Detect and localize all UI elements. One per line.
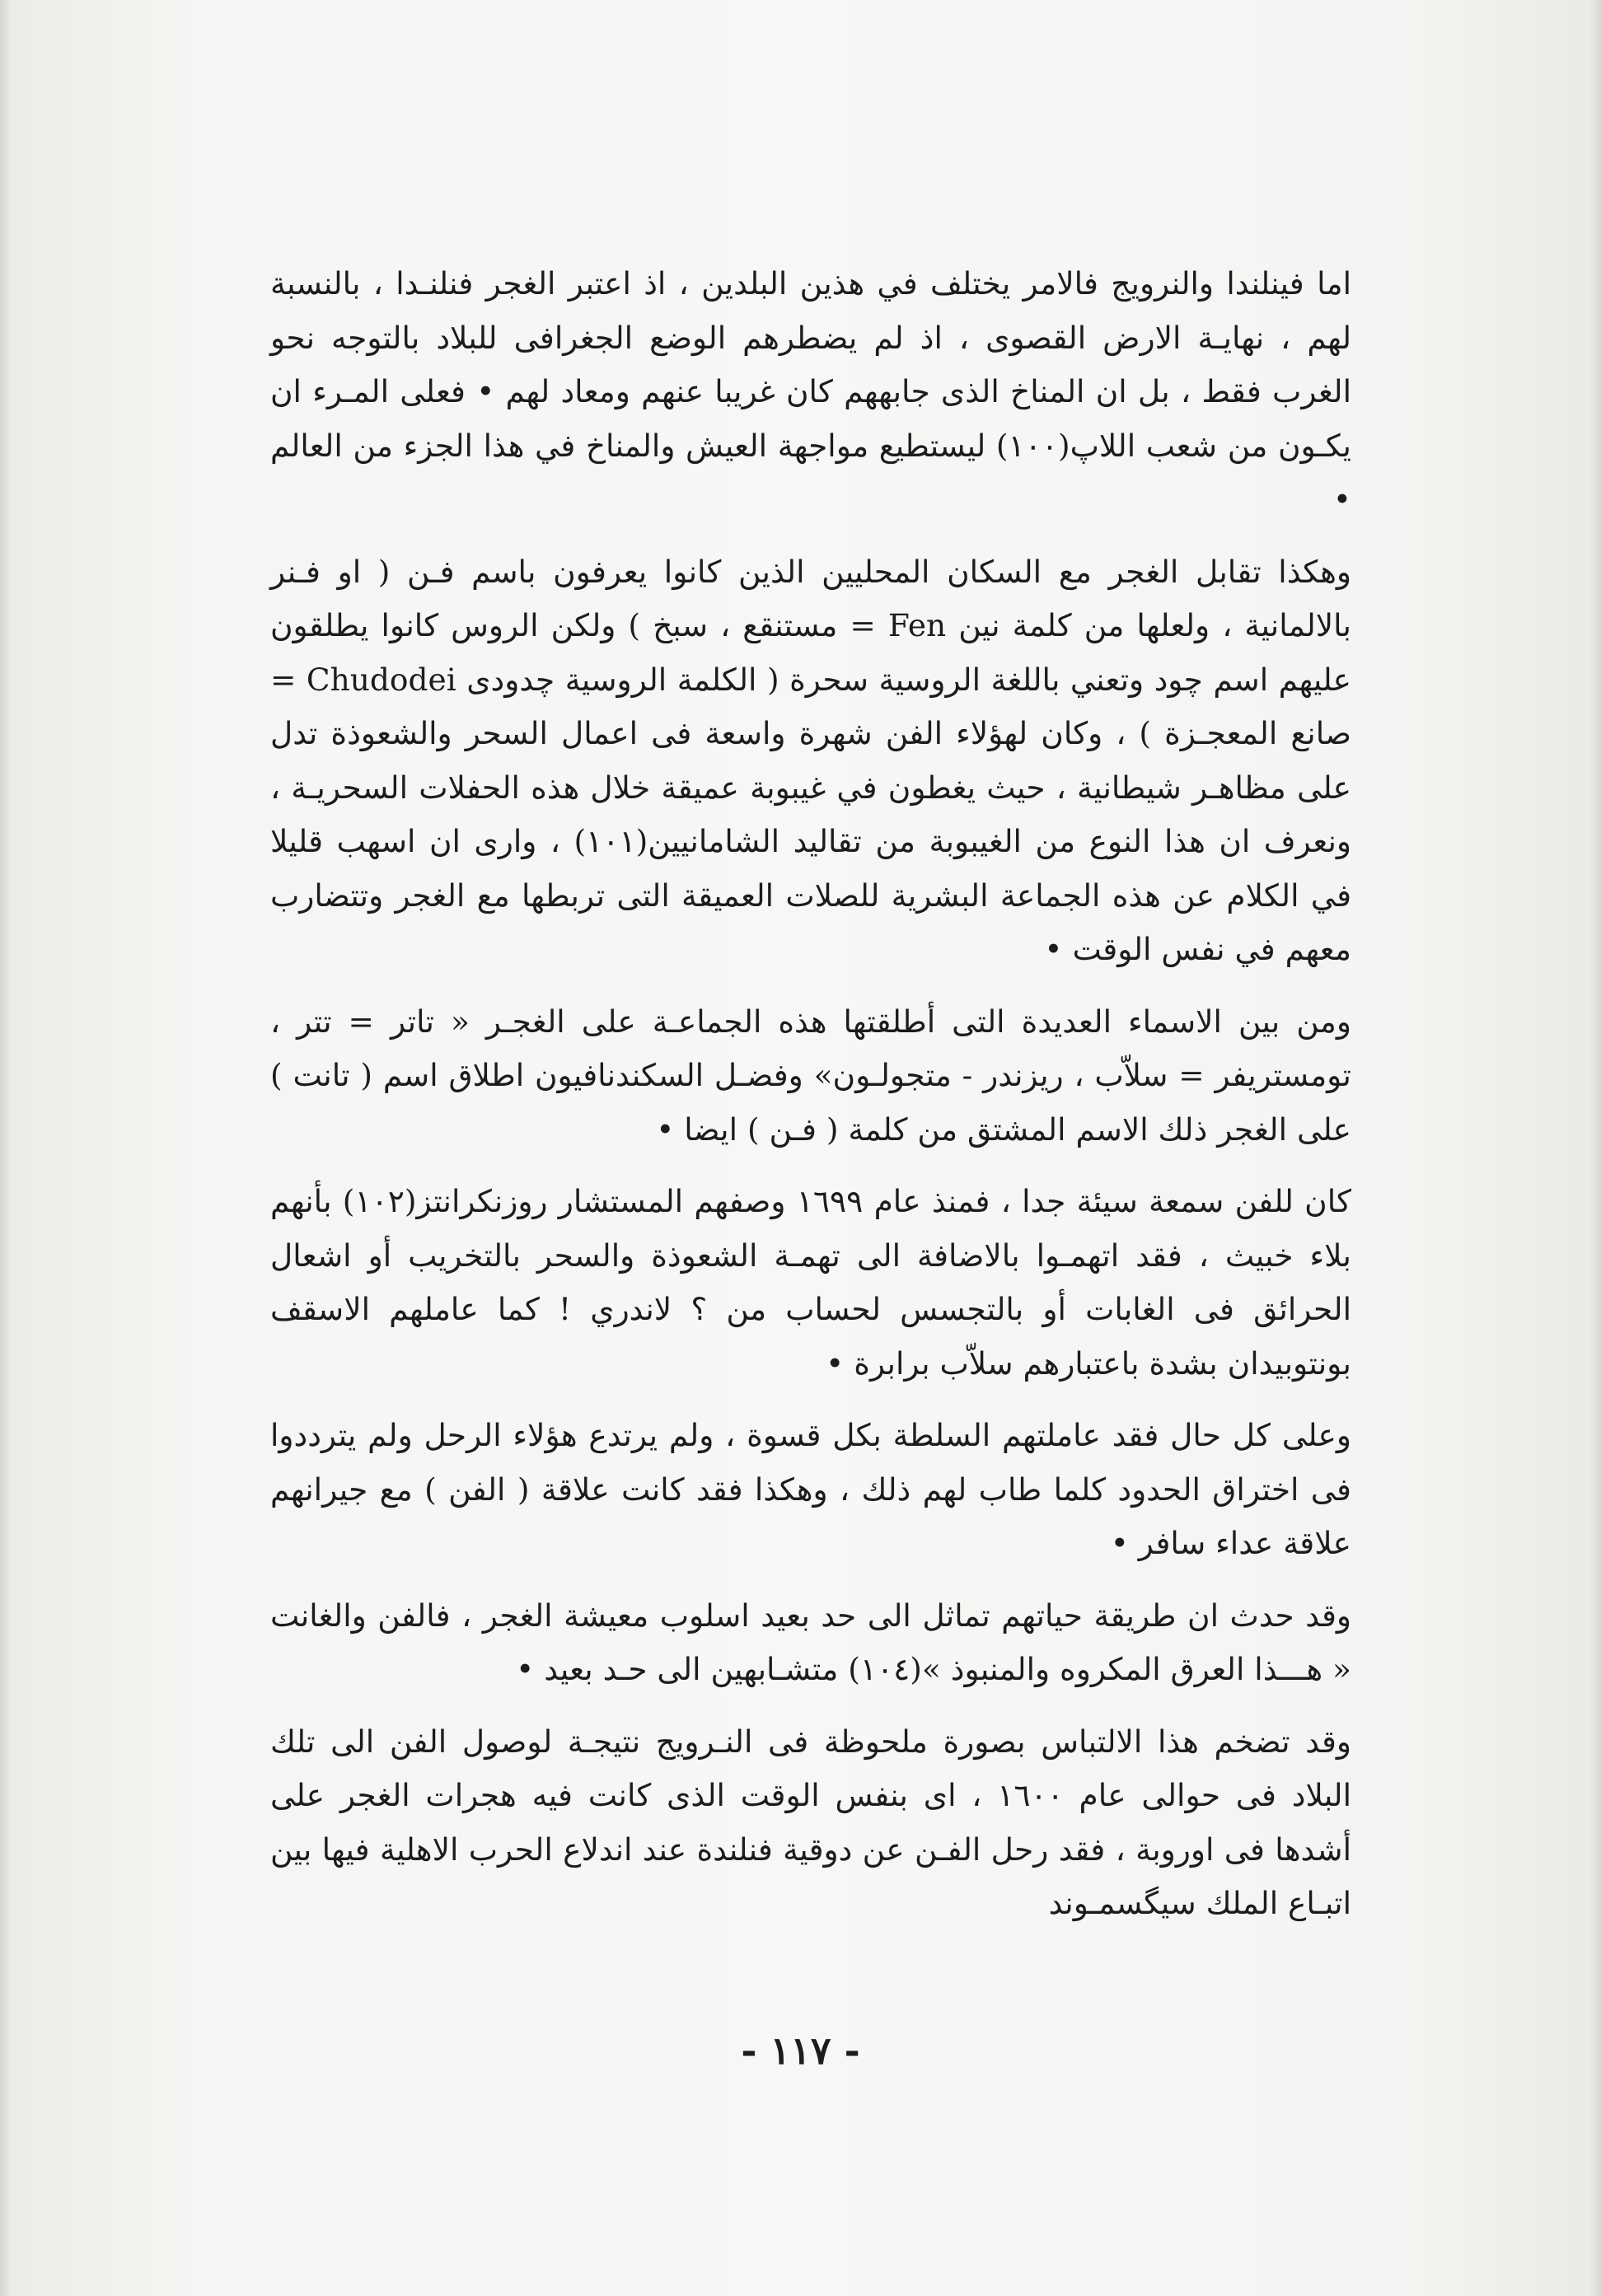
paragraph-bad-reputation: كان للفن سمعة سيئة جدا ، فمنذ عام ١٦٩٩ وصفهم المستشار روزنكرانتز(١٠٢) بأنهم بلاء خبيث ، فقد اتهمـوا بالاضافة الى تهمـة الشعوذة والسحر بالتخريب أو اشعال الحرائق فى الغابات أو بالتجسس لحساب من ؟ لاندري ! كما عاملهم الاسقف بونتوبيدان بشدة باعتبارهم سلاّب برابرة • bbox=[270, 1183, 1351, 1382]
body-text bbox=[270, 257, 1351, 1949]
scan-shadow-left bbox=[0, 0, 12, 2296]
paragraph-authority-harshness: وعلى كل حال فقد عاملتهم السلطة بكل قسوة ، ولم يرتدع هؤلاء الرحل ولم يترددوا فى اختراق الحدود كلما طاب لهم ذلك ، وهكذا فقد كانت علاقة ( الفن ) مع جيرانهم علاقة عداء سافر • bbox=[270, 1417, 1351, 1561]
paragraph-gypsies-and-fen: وهكذا تقابل الغجر مع السكان المحليين الذين كانوا يعرفون باسم فـن ( او فـنر بالالمانية ، ولعلها من كلمة نين Fen = مستنقع ، سبخ ) ولكن الروس كانوا يطلقون عليهم اسم چود وتعني باللغة الروسية سحرة ( الكلمة الروسية چدودى Chudodei = صانع المعجـزة ) ، وكان لهؤلاء الفن شهرة واسعة فى اعمال السحر والشعوذة تدل على مظاهـر شيطانية ، حيث يغطون في غيبوبة عميقة خلال هذه الحفلات السحريـة ، ونعرف ان هذا النوع من الغيبوبة من تقاليد الشامانيين(١٠١) ، وارى ان اسهب قليلا في الكلام عن هذه الجماعة البشرية للصلات العميقة التى تربطها مع الغجر وتتضارب معهم في نفس الوقت • bbox=[270, 553, 1352, 967]
paragraph-names-given: ومن بين الاسماء العديدة التى أطلقتها هذه الجماعـة على الغجـر « تاتر = تتر ، تومستريفر = سلاّب ، ريزندر - متجولـون» وفضـل السكندنافيون اطلاق اسم ( تانت ) على الغجر ذلك الاسم المشتق من كلمة ( فـن ) ايضا • bbox=[270, 1003, 1351, 1148]
paragraph-norway-confusion: وقد تضخم هذا الالتباس بصورة ملحوظة فى النـرويج نتيجـة لوصول الفن الى تلك البلاد فى حوالى عام ١٦٠٠ ، اى بنفس الوقت الذى كانت فيه هجرات الغجر على أشدها فى اوروبة ، فقد رحل الفـن عن دوقية فنلندة عند اندلاع الحرب الاهلية فيها بين اتبـاع الملك سيگسمـوند bbox=[270, 1723, 1351, 1921]
page-number: - ١١٧ - bbox=[741, 2028, 860, 2073]
paragraph-finland-norway: اما فينلندا والنرويج فالامر يختلف في هذين البلدين ، اذ اعتبر الغجر فنلنـدا ، بالنسبة لهم ، نهايـة الارض القصوى ، اذ لم يضطرهم الوضع الجغرافى للبلاد بالتوجه نحو الغرب فقط ، بل ان المناخ الذى جابههم كان غريبا عنهم ومعاد لهم • فعلى المـرء ان يكـون من شعب اللاپ(١٠٠) ليستطيع مواجهة العيش والمناخ في هذا الجزء من العالم • bbox=[270, 265, 1351, 517]
scan-shadow-right bbox=[1589, 0, 1601, 2296]
paragraph-way-of-life: وقد حدث ان طريقة حياتهم تماثل الى حد بعيد اسلوب معيشة الغجر ، فالفن والغانت « هـــذا العرق المكروه والمنبوذ »(١٠٤) متشـابهين الى حـد بعيد • bbox=[270, 1597, 1351, 1687]
